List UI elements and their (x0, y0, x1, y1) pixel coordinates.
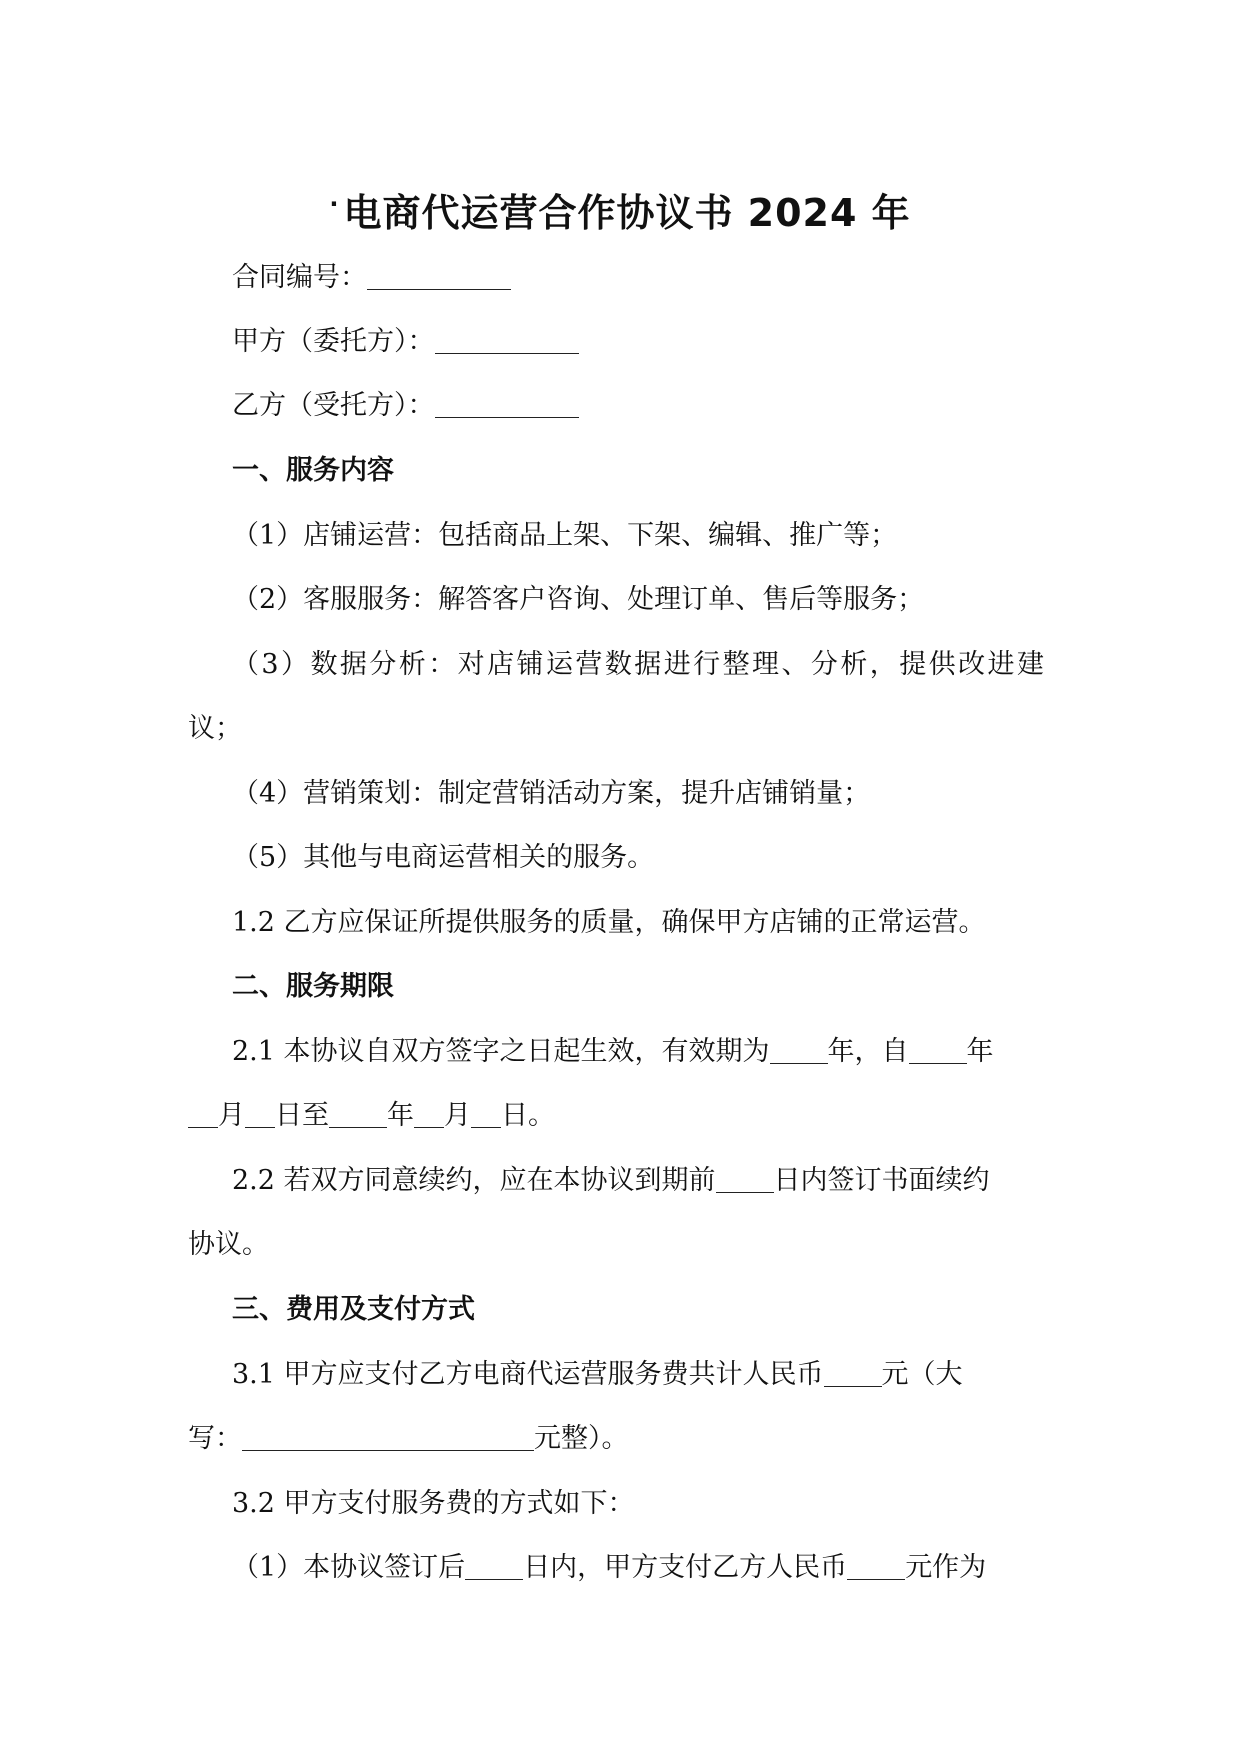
start-month-blank[interactable] (188, 1097, 218, 1128)
clause-3-1 (232, 1355, 963, 1395)
payment-amount-blank[interactable] (847, 1549, 905, 1580)
clause-3-1-text-a: 3.1 甲方应支付乙方电商代运营服务费共计人民币 (232, 1359, 824, 1390)
end-year-blank[interactable] (329, 1097, 387, 1128)
section1-item-3-cont: 议； (188, 713, 242, 744)
title-text: 电商代运营合作协议书 2024 年 (343, 191, 911, 235)
term-years-blank[interactable] (770, 1033, 828, 1064)
clause-2-2-cont: 协议。 (188, 1229, 269, 1260)
clause-1-2: 1.2 乙方应保证所提供服务的质量，确保甲方店铺的正常运营。 (232, 907, 986, 938)
section2-heading: 二、服务期限 (232, 971, 394, 1002)
party-a-label: 甲方（委托方）： (232, 326, 435, 357)
party-b-label: 乙方（受托方）： (232, 390, 435, 421)
clause-3-1-text-b: 元（大 (881, 1359, 963, 1390)
clause-2-1 (232, 1032, 994, 1072)
fee-amount-blank[interactable] (824, 1356, 882, 1387)
renewal-days-blank[interactable] (716, 1162, 774, 1193)
section1-item-5: （5）其他与电商运营相关的服务。 (232, 842, 655, 873)
party-a-field (232, 322, 579, 362)
section1-item-4: （4）营销策划：制定营销活动方案，提升店铺销量； (232, 778, 871, 809)
party-a-blank[interactable] (435, 323, 579, 354)
party-b-blank[interactable] (435, 387, 579, 418)
clause-3-1-cont (188, 1419, 629, 1459)
clause-3-1-text-d: 元整）。 (534, 1423, 629, 1454)
section1-item-2: （2）客服服务：解答客户咨询、处理订单、售后等服务； (232, 584, 925, 615)
clause-2-1-text-d: 月 (218, 1100, 245, 1131)
clause-2-1-text-b: 年，自 (827, 1036, 909, 1067)
clause-2-2-text-b: 日内签订书面续约 (773, 1165, 990, 1196)
contract-number-field (232, 258, 511, 298)
end-day-blank[interactable] (471, 1097, 501, 1128)
section3-heading: 三、费用及支付方式 (232, 1294, 475, 1325)
fee-amount-words-blank[interactable] (242, 1420, 534, 1451)
clause-2-2-text-a: 2.2 若双方同意续约，应在本协议到期前 (232, 1165, 716, 1196)
end-month-blank[interactable] (414, 1097, 444, 1128)
clause-2-2 (232, 1161, 990, 1201)
section1-item-1: （1）店铺运营：包括商品上架、下架、编辑、推广等； (232, 520, 898, 551)
start-day-blank[interactable] (245, 1097, 275, 1128)
payment-days-blank[interactable] (465, 1549, 523, 1580)
clause-3-2-item-1 (232, 1548, 986, 1588)
section1-heading: 一、服务内容 (232, 455, 394, 486)
clause-2-1-cont (188, 1096, 555, 1136)
clause-2-1-text-c: 年 (966, 1036, 994, 1067)
section1-item-3: （3）数据分析：对店铺运营数据进行整理、分析，提供改进建 (232, 649, 1044, 680)
title-mark: · (329, 190, 340, 218)
clause-2-1-text-e: 日至 (275, 1100, 329, 1131)
clause-2-1-text-g: 月 (444, 1100, 471, 1131)
contract-number-blank[interactable] (367, 259, 511, 290)
party-b-field (232, 386, 579, 426)
clause-3-2-item-1-text-c: 元作为 (905, 1552, 987, 1583)
clause-3-2: 3.2 甲方支付服务费的方式如下： (232, 1488, 635, 1519)
clause-2-1-text-f: 年 (387, 1100, 414, 1131)
clause-2-1-text-h: 日。 (501, 1100, 555, 1131)
clause-2-1-text-a: 2.1 本协议自双方签字之日起生效，有效期为 (232, 1036, 770, 1067)
clause-3-1-text-c: 写： (188, 1423, 242, 1454)
clause-3-2-item-1-text-a: （1）本协议签订后 (232, 1552, 466, 1583)
document-title (0, 176, 1240, 241)
clause-3-2-item-1-text-b: 日内，甲方支付乙方人民币 (523, 1552, 848, 1583)
start-year-blank[interactable] (909, 1033, 967, 1064)
contract-number-label: 合同编号： (232, 262, 367, 293)
